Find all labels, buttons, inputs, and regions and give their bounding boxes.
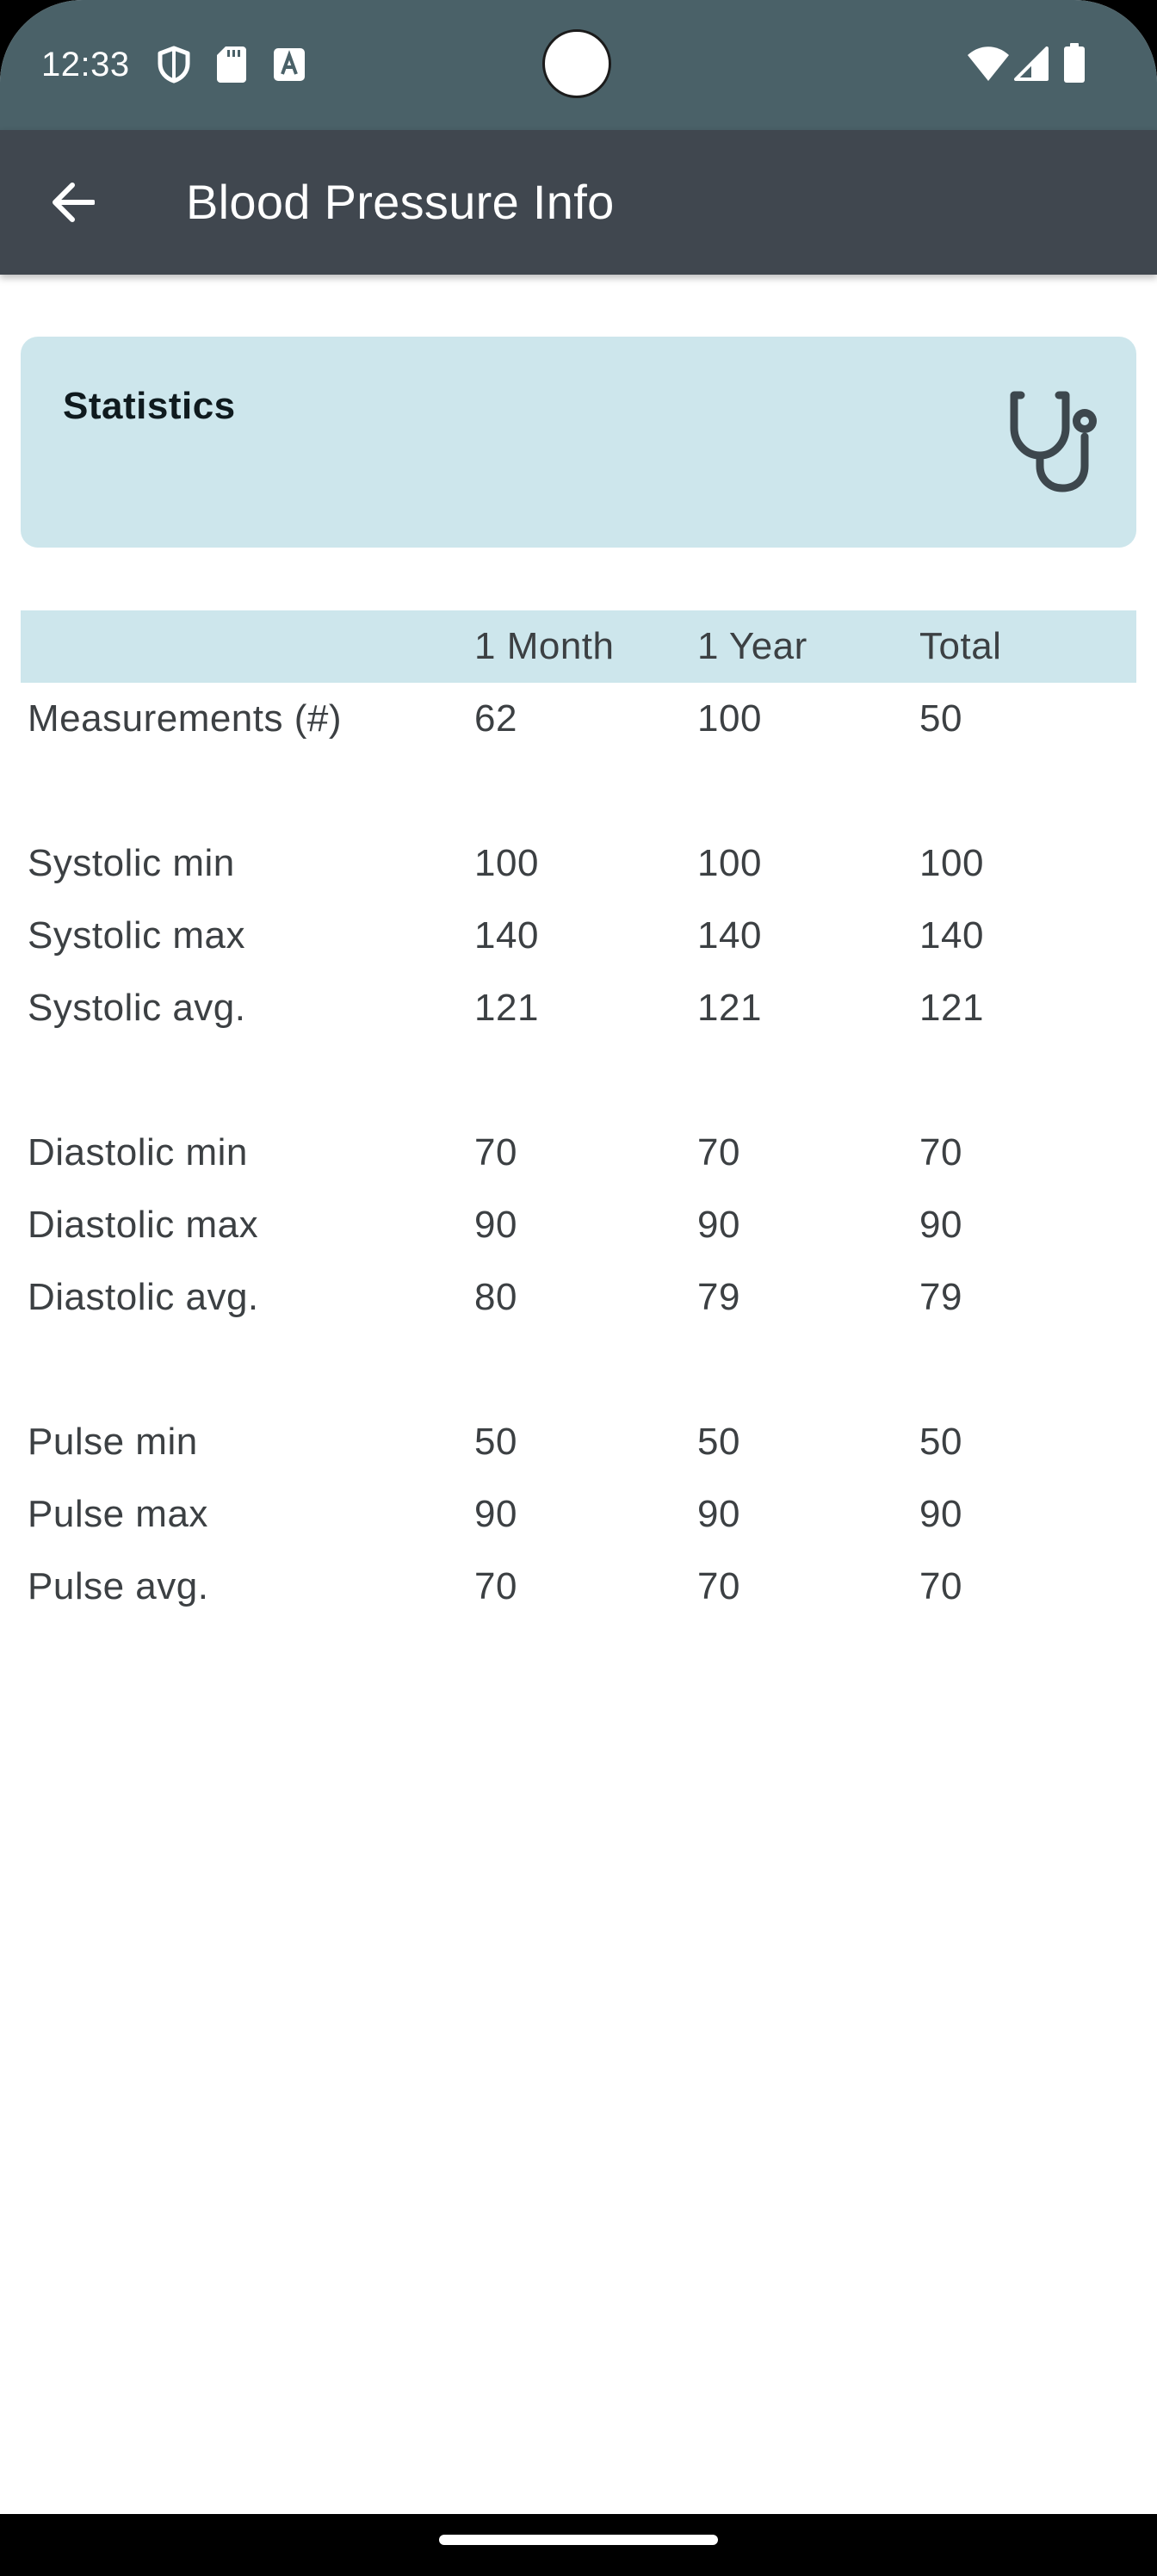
table-row xyxy=(21,1551,1136,1623)
cell-year: 140 xyxy=(697,914,762,957)
table-row xyxy=(21,1406,1136,1478)
statistics-table xyxy=(21,610,1136,1623)
home-handle[interactable] xyxy=(439,2535,718,2545)
row-label: Measurements (#) xyxy=(28,697,343,740)
cell-year: 100 xyxy=(697,697,762,740)
cell-total: 90 xyxy=(919,1204,962,1246)
status-time: 12:33 xyxy=(41,46,130,84)
table-row xyxy=(21,1189,1136,1261)
table-row xyxy=(21,827,1136,900)
row-label: Pulse min xyxy=(28,1421,198,1463)
table-row xyxy=(21,1117,1136,1189)
sd-card-icon xyxy=(217,46,246,83)
cell-month: 70 xyxy=(474,1565,517,1607)
cell-total: 50 xyxy=(919,697,962,740)
cell-total: 70 xyxy=(919,1131,962,1173)
row-label: Systolic max xyxy=(28,914,245,957)
table-row xyxy=(21,972,1136,1044)
statistics-title: Statistics xyxy=(63,385,236,427)
camera-cutout xyxy=(542,29,611,98)
cell-year: 100 xyxy=(697,842,762,884)
column-header-total: Total xyxy=(919,625,1002,667)
text-a-icon xyxy=(274,48,305,81)
cell-year: 90 xyxy=(697,1493,740,1535)
cell-month: 90 xyxy=(474,1493,517,1535)
cell-month: 121 xyxy=(474,987,539,1029)
table-row xyxy=(21,1478,1136,1551)
cell-year: 79 xyxy=(697,1276,740,1318)
cell-total: 50 xyxy=(919,1421,962,1463)
row-label: Diastolic max xyxy=(28,1204,259,1246)
cell-total: 121 xyxy=(919,987,984,1029)
shield-icon xyxy=(157,46,191,84)
wifi-icon xyxy=(968,46,1009,81)
cell-year: 70 xyxy=(697,1131,740,1173)
cell-year: 50 xyxy=(697,1421,740,1463)
cell-year: 90 xyxy=(697,1204,740,1246)
page-title: Blood Pressure Info xyxy=(186,175,615,229)
row-label: Pulse max xyxy=(28,1493,208,1535)
cell-month: 90 xyxy=(474,1204,517,1246)
cell-month: 70 xyxy=(474,1131,517,1173)
table-header xyxy=(21,610,1136,683)
cell-month: 50 xyxy=(474,1421,517,1463)
row-spacer xyxy=(21,1044,1136,1117)
row-label: Systolic min xyxy=(28,842,235,884)
table-row xyxy=(21,900,1136,972)
cell-year: 121 xyxy=(697,987,762,1029)
cell-total: 70 xyxy=(919,1565,962,1607)
column-header-1-year: 1 Year xyxy=(697,625,807,667)
cell-total: 79 xyxy=(919,1276,962,1318)
row-label: Systolic avg. xyxy=(28,987,246,1029)
stethoscope-icon xyxy=(1009,385,1119,495)
statistics-card xyxy=(21,337,1136,548)
table-row xyxy=(21,1261,1136,1334)
cell-month: 62 xyxy=(474,697,517,740)
back-button[interactable] xyxy=(38,168,107,237)
cell-month: 140 xyxy=(474,914,539,957)
row-spacer xyxy=(21,755,1136,827)
battery-icon xyxy=(1064,43,1085,83)
table-row xyxy=(21,683,1136,755)
cell-total: 90 xyxy=(919,1493,962,1535)
cell-month: 80 xyxy=(474,1276,517,1318)
cell-signal-icon xyxy=(1014,46,1049,81)
arrow-back-icon xyxy=(50,182,95,223)
column-header-1-month: 1 Month xyxy=(474,625,615,667)
status-bar xyxy=(0,0,1157,130)
cell-month: 100 xyxy=(474,842,539,884)
row-spacer xyxy=(21,1334,1136,1406)
row-label: Diastolic avg. xyxy=(28,1276,259,1318)
row-label: Diastolic min xyxy=(28,1131,248,1173)
cell-total: 100 xyxy=(919,842,984,884)
navigation-bar xyxy=(0,2514,1157,2576)
row-label: Pulse avg. xyxy=(28,1565,209,1607)
cell-year: 70 xyxy=(697,1565,740,1607)
cell-total: 140 xyxy=(919,914,984,957)
app-bar xyxy=(0,130,1157,275)
